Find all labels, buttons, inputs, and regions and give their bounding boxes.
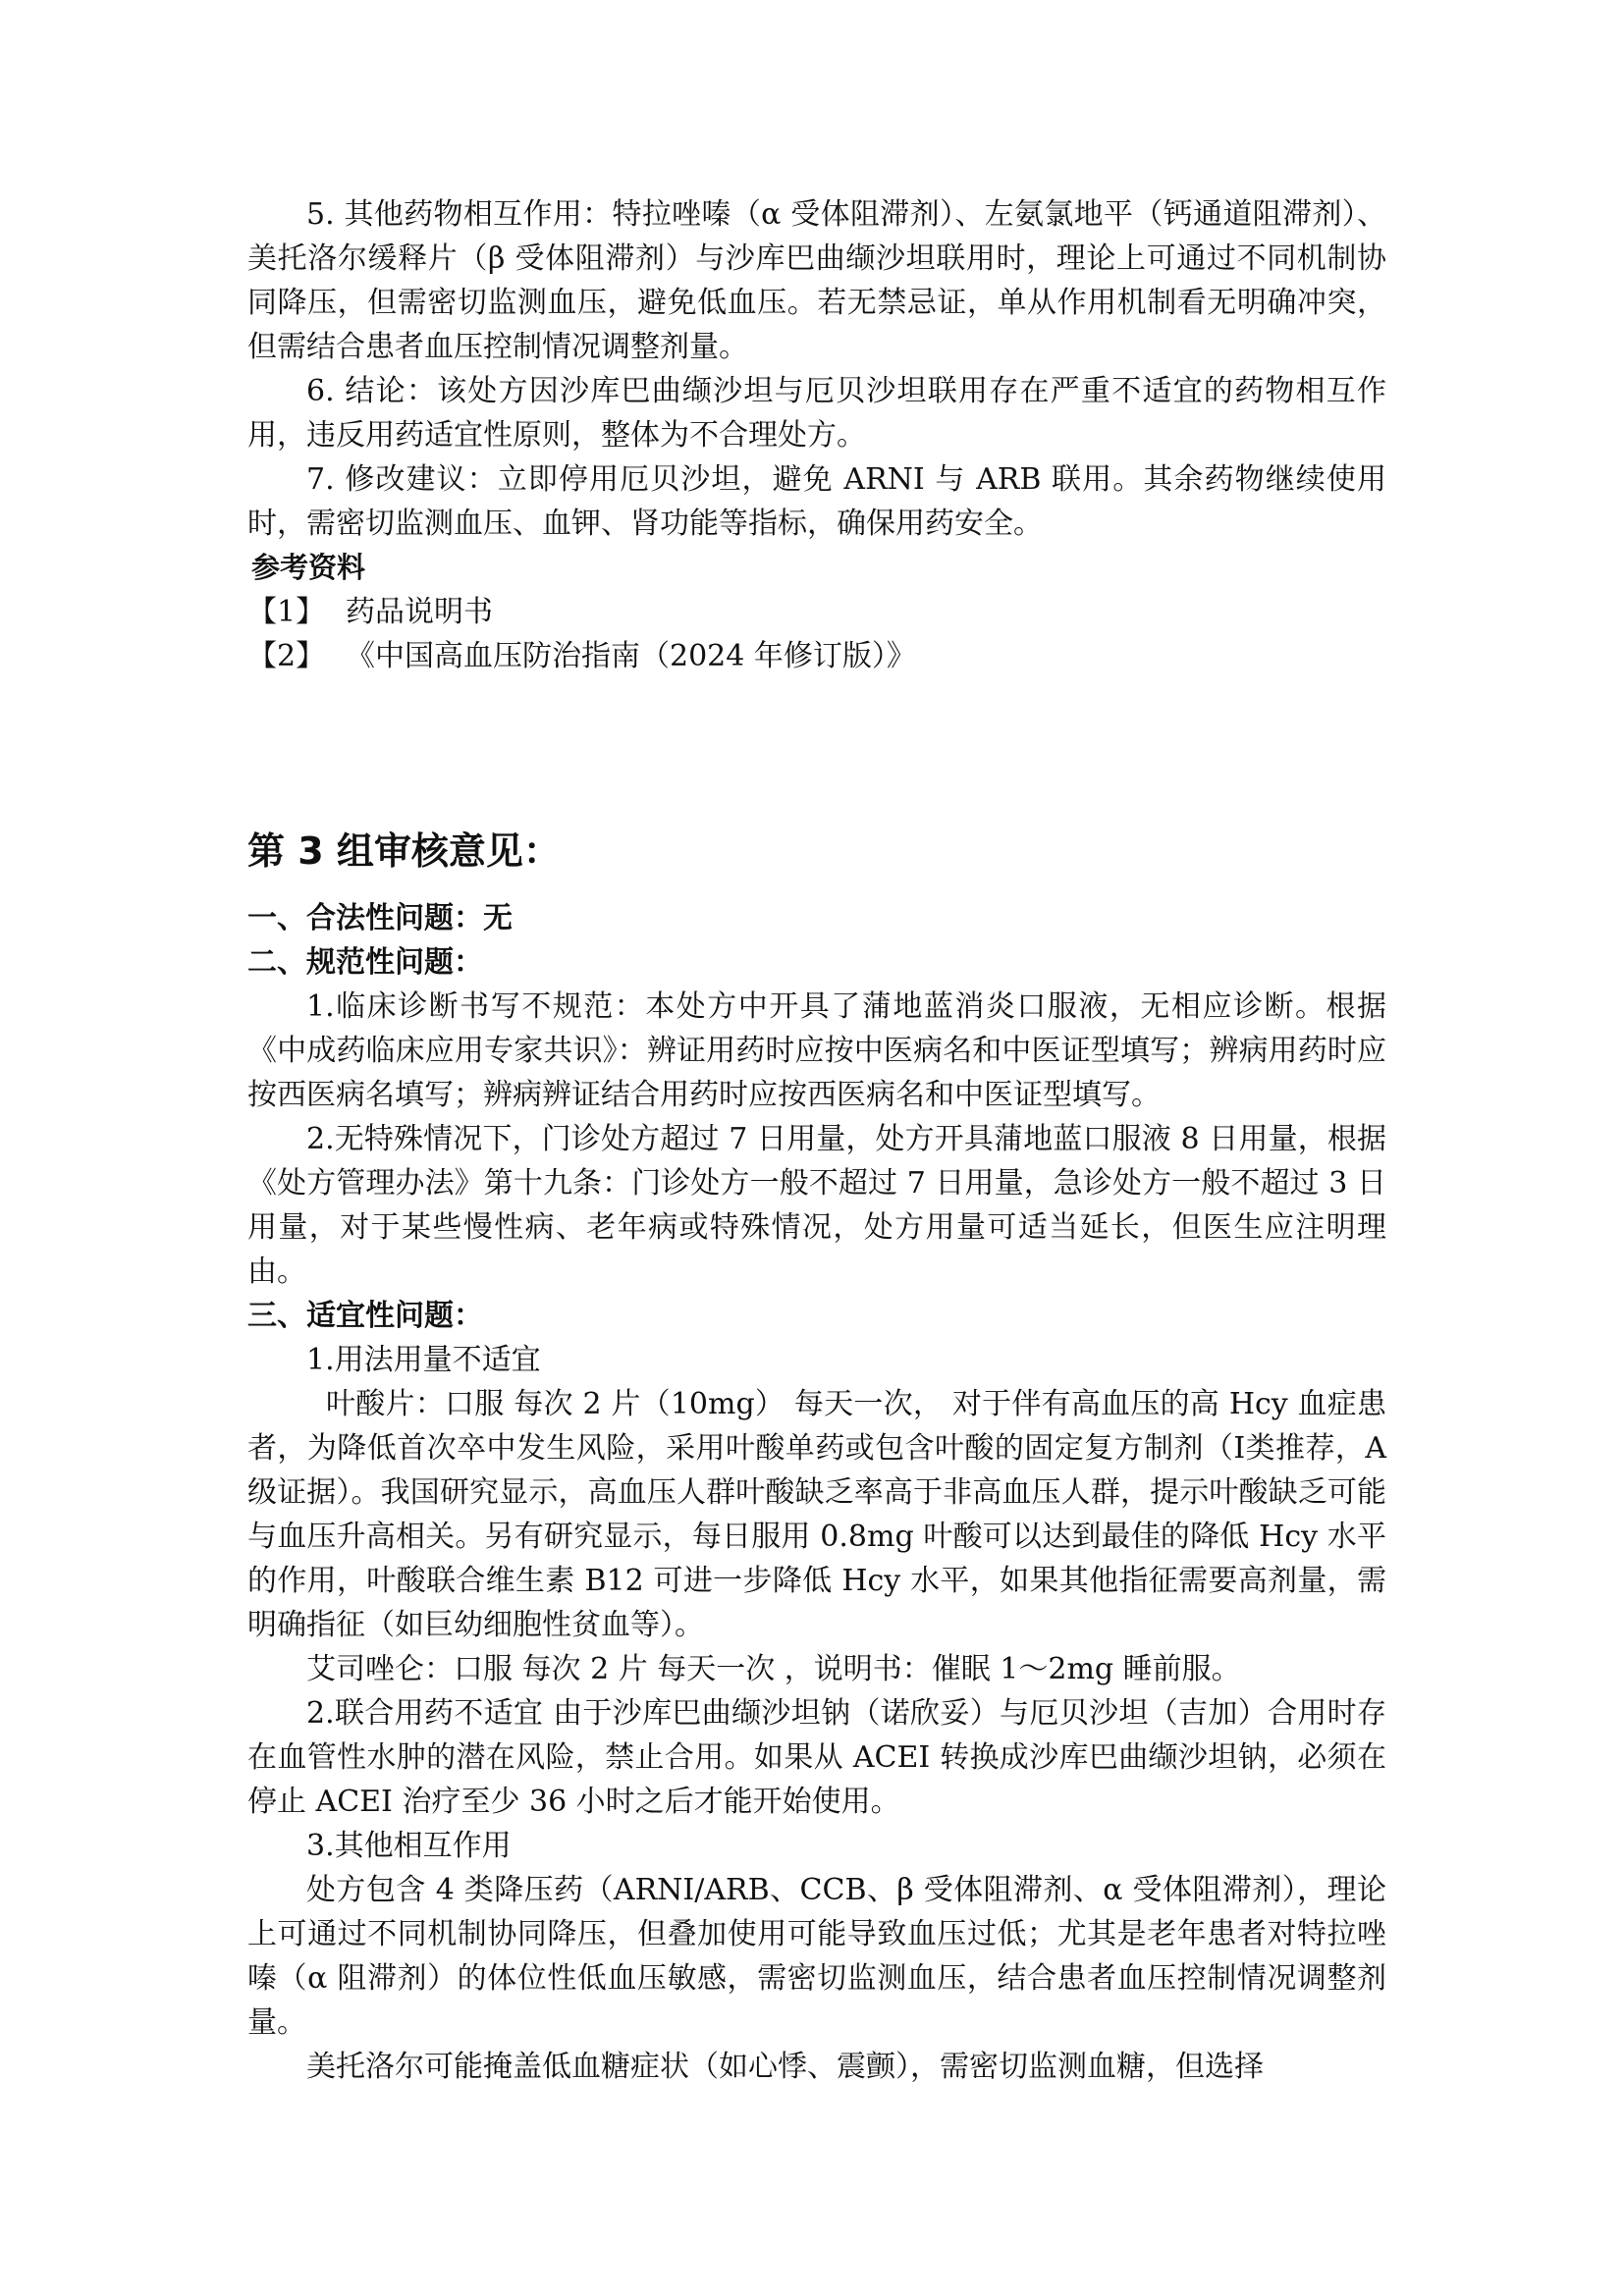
paragraph-antihypertensives: 处方包含 4 类降压药（ARNI/ARB、CCB、β 受体阻滞剂、α 受体阻滞剂），理论上可通过不同机制协同降压，但叠加使用可能导致血压过低；尤其是老年患者对特拉唑嗪（α 阻滞剂）的体位性低血压敏感，需密切监测血压，结合患者血压控制情况调整剂量。: [247, 1873, 1386, 2040]
document-content: [247, 192, 1386, 2089]
references-title: 参考资料: [251, 551, 366, 584]
paragraph-norm-2: 2.无特殊情况下，门诊处方超过 7 日用量，处方开具蒲地蓝口服液 8 日用量，根据《处方管理办法》第十九条：门诊处方一般不超过 7 日用量，急诊处方一般不超过 3 日用量，对于某些慢性病、老年病或特殊情况，处方用量可适当延长，但医生应注明理由。: [247, 1122, 1386, 1289]
reference-item: [247, 590, 1386, 634]
legality-heading: 一、合法性问题：无: [247, 901, 513, 935]
reference-number: 【1】: [247, 595, 326, 629]
paragraph-suggestion: 7. 修改建议：立即停用厄贝沙坦，避免 ARNI 与 ARB 联用。其余药物继续使用时，需密切监测血压、血钾、肾功能等指标，确保用药安全。: [247, 462, 1386, 541]
paragraph-metoprolol: 美托洛尔可能掩盖低血糖症状（如心悸、震颤），需密切监测血糖，但选择: [306, 2050, 1264, 2084]
paragraph-norm-1: 1.临床诊断书写不规范：本处方中开具了蒲地蓝消炎口服液，无相应诊断。根据《中成药临床应用专家共识》：辨证用药时应按中医病名和中医证型填写；辨病用药时应按西医病名填写；辨病辨证结合用药时应按西医病名和中医证型填写。: [247, 989, 1386, 1112]
group3-title: 第 3 组审核意见：: [247, 829, 561, 873]
reference-text: 药品说明书: [346, 595, 493, 629]
paragraph-other-interactions-title: 3.其他相互作用: [306, 1829, 512, 1863]
appropriateness-heading: 三、适宜性问题：: [247, 1299, 483, 1333]
paragraph-folic-acid: 叶酸片：口服 每次 2 片（10mg） 每天一次， 对于伴有高血压的高 Hcy 血症患者，为降低首次卒中发生风险，采用叶酸单药或包含叶酸的固定复方制剂（Ⅰ类推荐，A 级证据）。我国研究显示，高血压人群叶酸缺乏率高于非高血压人群，提示叶酸缺乏可能与血压升高相关。另有研究显示，每日服用 0.8mg 叶酸可以达到最佳的降低 Hcy 水平的作用，叶酸联合维生素 B12 可进一步降低 Hcy 水平，如果其他指征需要高剂量，需明确指征（如巨幼细胞性贫血等）。: [247, 1387, 1386, 1642]
reference-item: [247, 634, 1386, 678]
paragraph-conclusion: 6. 结论：该处方因沙库巴曲缬沙坦与厄贝沙坦联用存在严重不适宜的药物相互作用，违反用药适宜性原则，整体为不合理处方。: [247, 374, 1386, 453]
paragraph-dosage-title: 1.用法用量不适宜: [306, 1343, 541, 1377]
paragraph-estazolam: 艾司唑仑：口服 每次 2 片 每天一次 ，说明书：催眠 1～2mg 睡前服。: [306, 1652, 1241, 1686]
paragraph-drug-interactions: 5. 其他药物相互作用：特拉唑嗪（α 受体阻滞剂）、左氨氯地平（钙通道阻滞剂）、美托洛尔缓释片（β 受体阻滞剂）与沙库巴曲缬沙坦联用时，理论上可通过不同机制协同降压，但需密切监测血压，避免低血压。若无禁忌证，单从作用机制看无明确冲突，但需结合患者血压控制情况调整剂量。: [247, 197, 1386, 364]
reference-number: 【2】: [247, 639, 326, 673]
paragraph-combination: 2.联合用药不适宜 由于沙库巴曲缬沙坦钠（诺欣妥）与厄贝沙坦（吉加）合用时存在血管性水肿的潜在风险，禁止合用。如果从 ACEI 转换成沙库巴曲缬沙坦钠，必须在停止 ACEI 治疗至少 36 小时之后才能开始使用。: [247, 1696, 1386, 1819]
norm-heading: 二、规范性问题：: [247, 945, 483, 980]
reference-text: 《中国高血压防治指南（2024 年修订版）》: [346, 639, 916, 673]
